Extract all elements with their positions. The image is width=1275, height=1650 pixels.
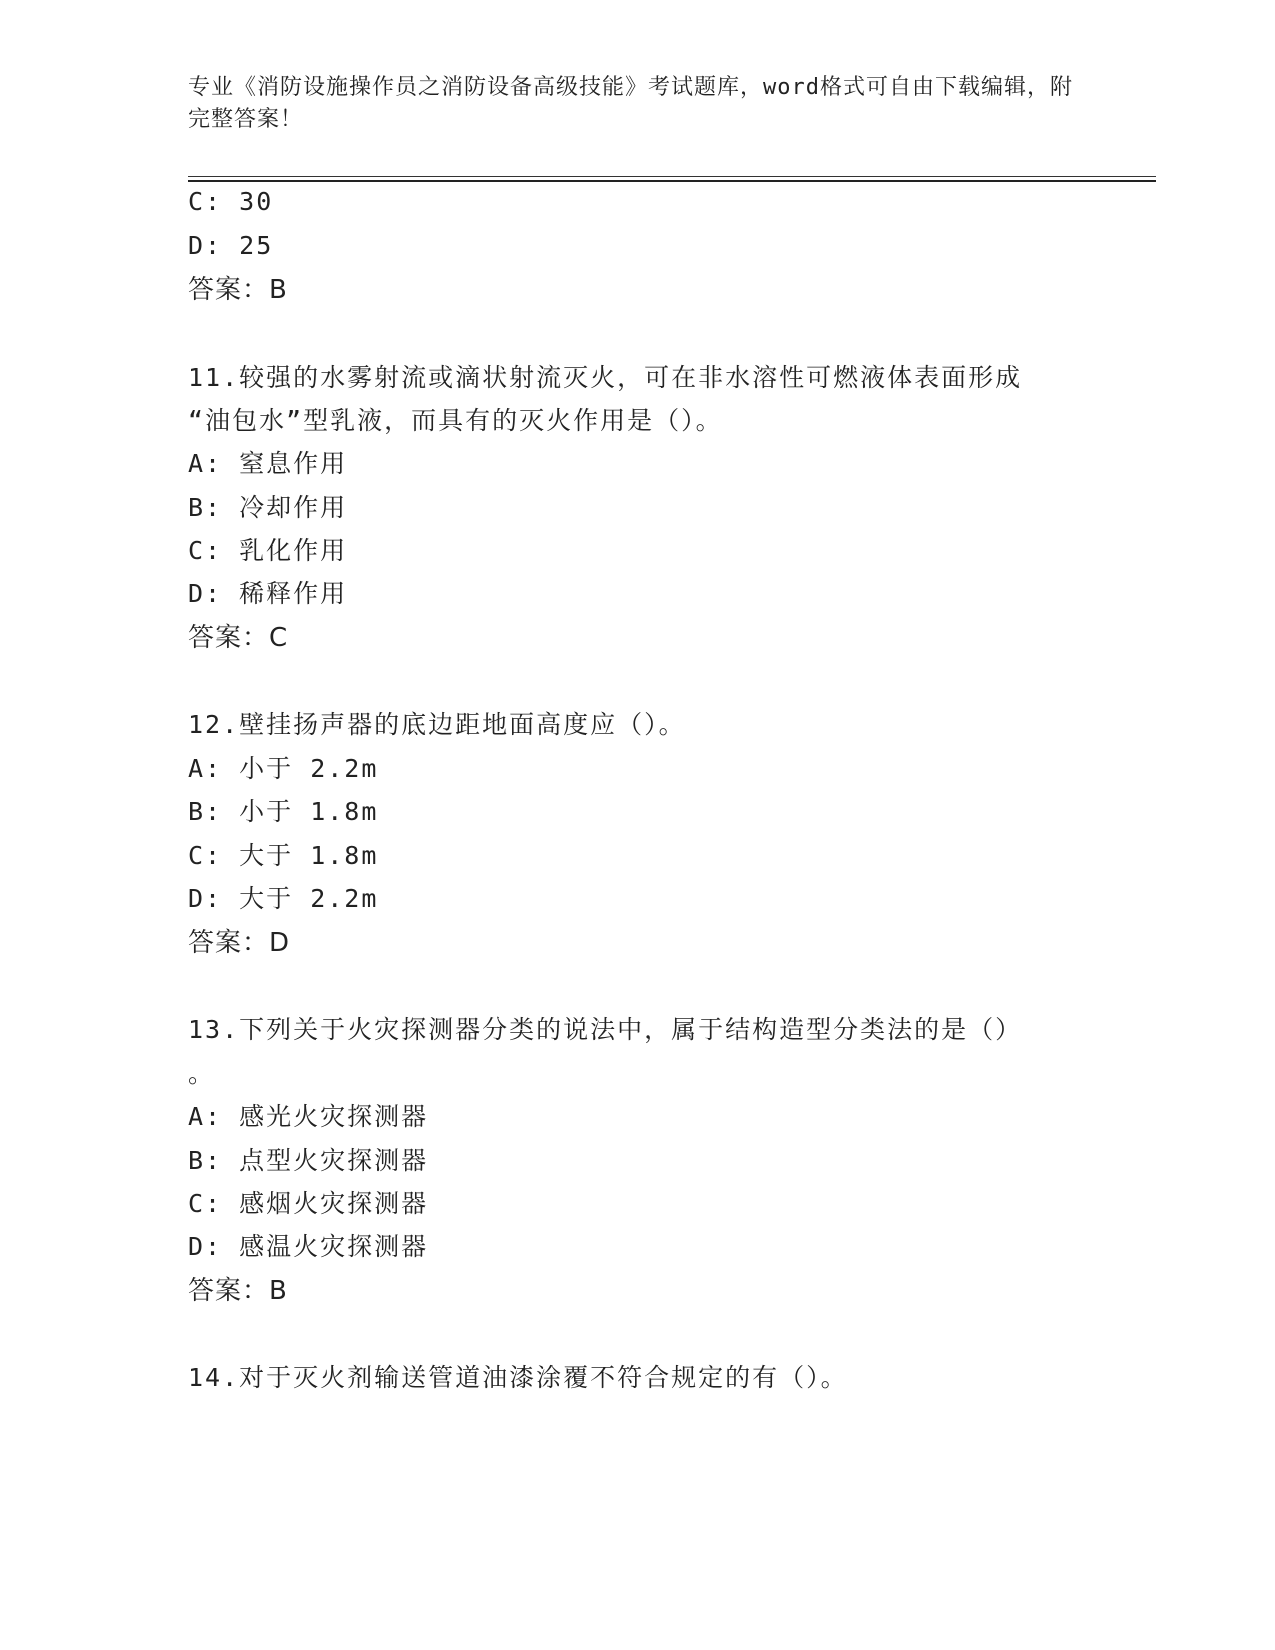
header-divider-thin [188, 176, 1156, 177]
answer-line: 答案：B [188, 275, 288, 305]
answer-line: 答案：C [188, 623, 289, 653]
option-b: B: 小于 1.8m [188, 797, 379, 826]
option-c: C: 感烟火灾探测器 [188, 1189, 429, 1218]
question-stem: 14.对于灭火剂输送管道油漆涂覆不符合规定的有（）。 [188, 1363, 848, 1392]
option-d: D: 感温火灾探测器 [188, 1232, 429, 1261]
option-c: C: 大于 1.8m [188, 841, 379, 870]
question-stem-continued: “油包水”型乳液，而具有的灭火作用是（）。 [188, 406, 723, 435]
option-a: A: 小于 2.2m [188, 754, 379, 783]
question-stem: 12.壁挂扬声器的底边距地面高度应（）。 [188, 710, 686, 739]
option-a: A: 窒息作用 [188, 449, 348, 478]
option-b: B: 冷却作用 [188, 493, 348, 522]
option-a: A: 感光火灾探测器 [188, 1102, 429, 1131]
question-stem: 13.下列关于火灾探测器分类的说法中，属于结构造型分类法的是（） [188, 1015, 1023, 1044]
question-stem: 11.较强的水雾射流或滴状射流灭火，可在非水溶性可燃液体表面形成 [188, 363, 1023, 392]
option-c: C: 乳化作用 [188, 536, 348, 565]
answer-line: 答案：B [188, 1276, 288, 1306]
header-divider-thick [188, 180, 1156, 182]
option-d: D: 大于 2.2m [188, 884, 379, 913]
answer-line: 答案：D [188, 928, 291, 958]
option-b: B: 点型火灾探测器 [188, 1146, 429, 1175]
option-d: D: 25 [188, 231, 274, 260]
document-header: 专业《消防设施操作员之消防设备高级技能》考试题库，word格式可自由下载编辑，附完整答案！ [188, 75, 1073, 132]
option-c: C: 30 [188, 187, 274, 216]
option-d: D: 稀释作用 [188, 579, 348, 608]
question-stem-continued: 。 [188, 1059, 216, 1088]
